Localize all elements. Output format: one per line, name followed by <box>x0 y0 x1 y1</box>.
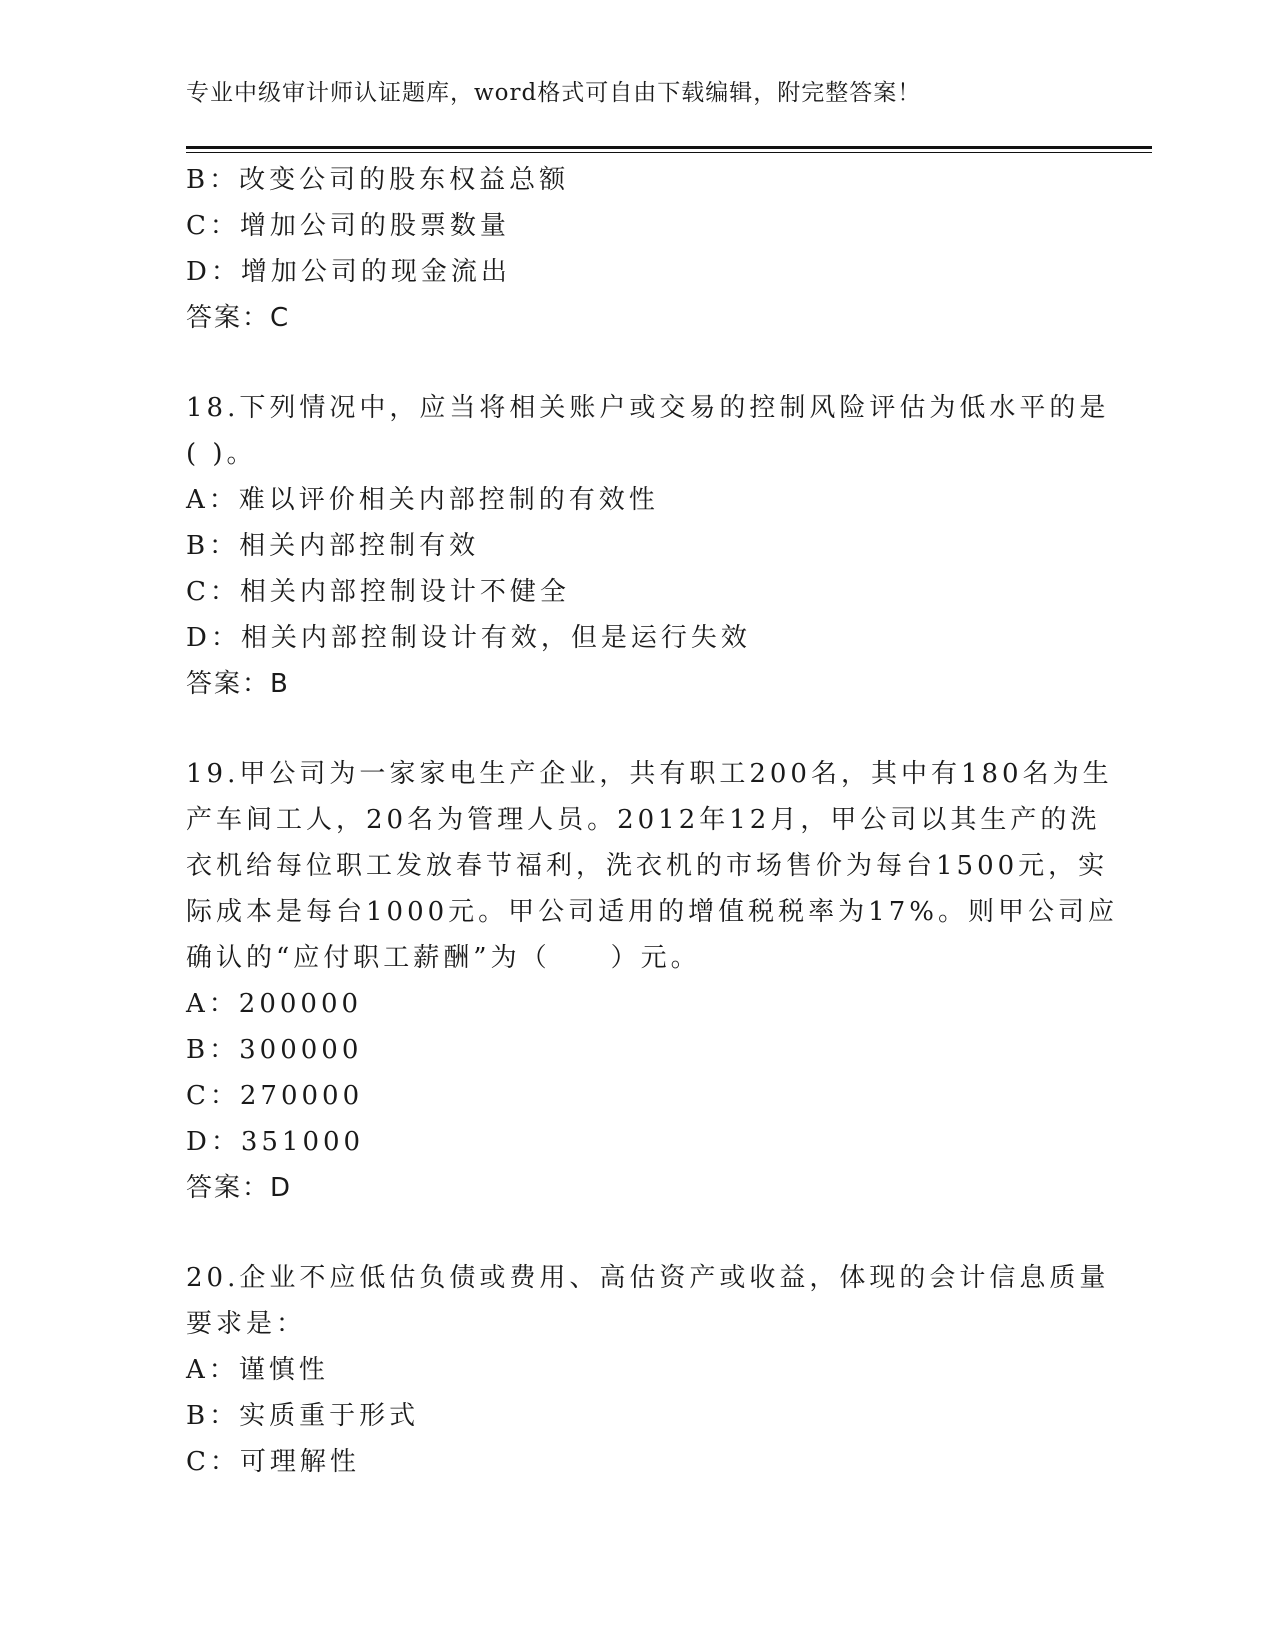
header-divider-thin <box>186 152 1152 153</box>
option-c: C：增加公司的股票数量 <box>186 211 510 241</box>
question-text: 衣机给每位职工发放春节福利，洗衣机的市场售价为每台1500元，实 <box>186 851 1109 881</box>
option-b: B：300000 <box>186 1035 363 1065</box>
answer: 答案：C <box>186 303 291 333</box>
option-b: B：实质重于形式 <box>186 1401 420 1431</box>
question-text: 产车间工人，20名为管理人员。2012年12月，甲公司以其生产的洗 <box>186 805 1101 835</box>
question-text: 20.企业不应低估负债或费用、高估资产或收益，体现的会计信息质量 <box>186 1263 1110 1293</box>
header-divider <box>186 146 1152 149</box>
question-text: 19.甲公司为一家家电生产企业，共有职工200名，其中有180名为生 <box>186 759 1113 789</box>
option-d: D：相关内部控制设计有效，但是运行失效 <box>186 623 751 653</box>
question-17-fragment <box>186 157 1086 341</box>
question-20 <box>186 1255 1110 1485</box>
option-b: B：改变公司的股东权益总额 <box>186 165 570 195</box>
spacer <box>186 341 1086 385</box>
option-c: C：可理解性 <box>186 1447 360 1477</box>
answer: 答案：B <box>186 669 290 699</box>
spacer <box>186 1211 1086 1255</box>
answer: 答案：D <box>186 1173 293 1203</box>
question-text: 际成本是每台1000元。甲公司适用的增值税税率为17%。则甲公司应 <box>186 897 1118 927</box>
page-header: 专业中级审计师认证题库，word格式可自由下载编辑，附完整答案！ <box>186 80 922 106</box>
option-d: D：351000 <box>186 1127 365 1157</box>
question-18 <box>186 385 1110 707</box>
question-text: 要求是： <box>186 1309 307 1339</box>
option-a: A：难以评价相关内部控制的有效性 <box>186 485 659 515</box>
option-d: D：增加公司的现金流出 <box>186 257 511 287</box>
question-text: ( )。 <box>186 439 257 469</box>
question-text: 18.下列情况中，应当将相关账户或交易的控制风险评估为低水平的是 <box>186 393 1110 423</box>
option-c: C：270000 <box>186 1081 364 1111</box>
option-a: A：200000 <box>186 989 363 1019</box>
option-b: B：相关内部控制有效 <box>186 531 480 561</box>
option-a: A：谨慎性 <box>186 1355 329 1385</box>
question-19 <box>186 751 1118 1211</box>
question-text: 确认的“应付职工薪酬”为（ ）元。 <box>186 943 701 973</box>
document-body <box>186 157 1118 1485</box>
spacer <box>186 707 1086 751</box>
option-c: C：相关内部控制设计不健全 <box>186 577 570 607</box>
